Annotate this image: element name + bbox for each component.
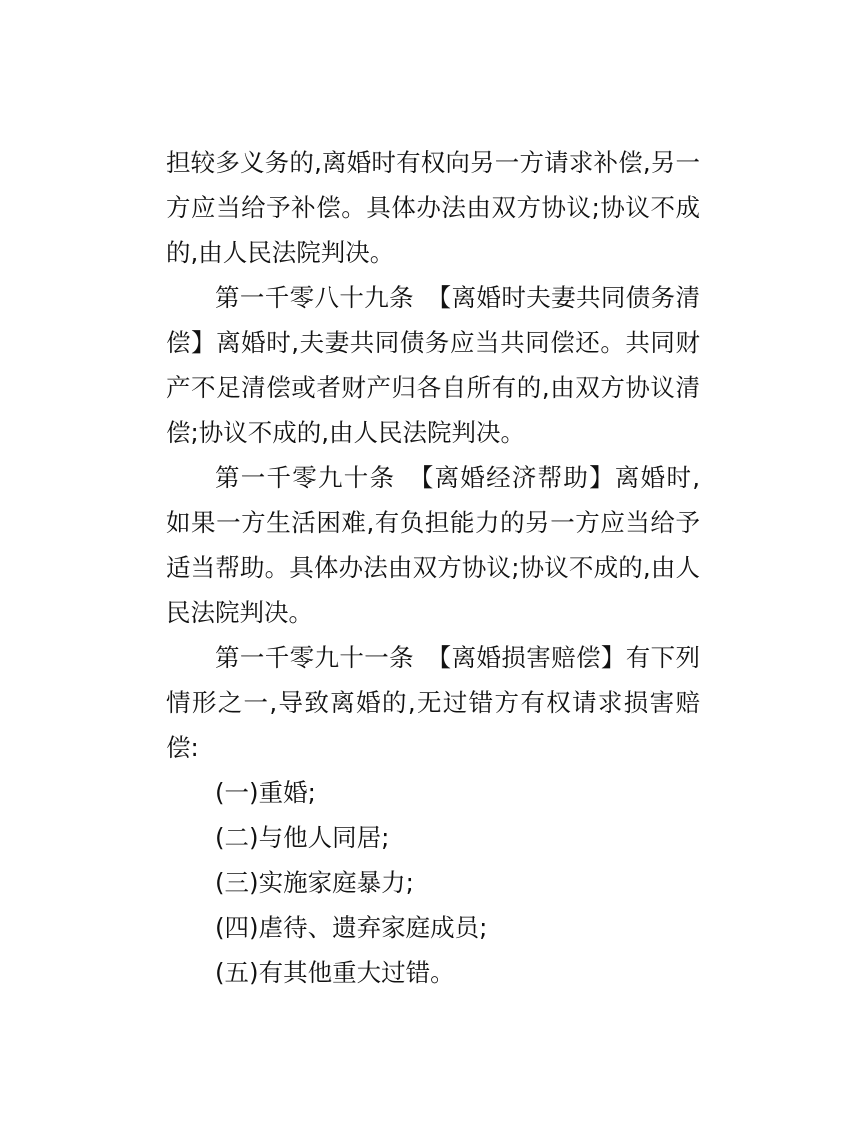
list-item: (四)虐待、遗弃家庭成员; (215, 913, 488, 942)
list-item: (二)与他人同居; (215, 823, 390, 852)
list-item: (一)重婚; (215, 778, 316, 807)
article-1089: 第一千零八十九条 【离婚时夫妻共同债务清偿】离婚时,夫妻共同债务应当共同偿还。共同财产不足清偿或者财产归各自所有的,由双方协议清偿;协议不成的,由人民法院判决。 (166, 283, 700, 447)
list-item: (五)有其他重大过错。 (215, 958, 455, 987)
paragraph-continuation: 担较多义务的,离婚时有权向另一方请求补偿,另一方应当给予补偿。具体办法由双方协议;协议不成的,由人民法院判决。 (166, 148, 700, 267)
article-1091: 第一千零九十一条 【离婚损害赔偿】有下列情形之一,导致离婚的,无过错方有权请求损害赔偿: (166, 643, 700, 762)
list-item: (三)实施家庭暴力; (215, 868, 414, 897)
document-page (166, 140, 700, 995)
article-1090: 第一千零九十条 【离婚经济帮助】离婚时,如果一方生活困难,有负担能力的另一方应当给予适当帮助。具体办法由双方协议;协议不成的,由人民法院判决。 (166, 463, 700, 627)
